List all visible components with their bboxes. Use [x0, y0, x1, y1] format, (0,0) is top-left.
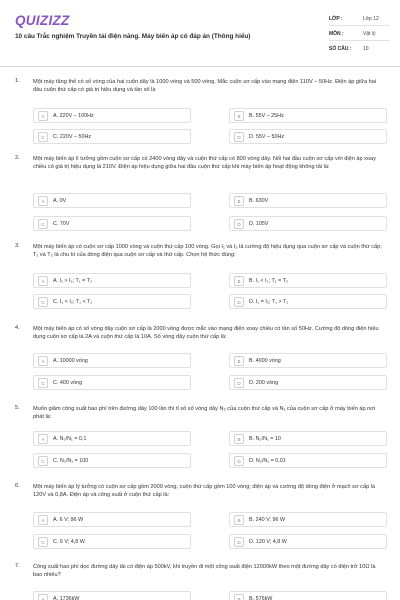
option-a[interactable] — [33, 273, 191, 288]
option-text: C. 6 V; 4,8 W — [53, 538, 85, 545]
option-c[interactable] — [33, 453, 191, 468]
option-letter: B — [234, 111, 244, 121]
option-text: D. I₁ = I₂; T₁ > T₂ — [249, 298, 289, 305]
option-letter: B — [234, 594, 244, 600]
option-a[interactable] — [33, 591, 191, 600]
option-letter: C — [38, 378, 48, 388]
option-b[interactable] — [229, 108, 387, 123]
question-text: Một máy biến áp lí tưởng gồm cuộn sơ cấp có 2400 vòng dây và cuộn thứ cấp có 800 vòng dây. Nối hai đầu cuộn sơ cấp với điện áp xoay chiều có giá trị hiệu dụng là 210V. Điện áp hiệu dụng giữa hai đầu cuộn thứ cấp khi máy biến áp hoạt động không tải là: — [33, 156, 376, 171]
option-c[interactable] — [33, 534, 191, 549]
meta-grade-label: LỚP : — [329, 16, 343, 22]
option-text: B. 4000 vòng — [249, 357, 281, 364]
option-d[interactable] — [229, 375, 387, 390]
option-text: D. 105V — [249, 220, 269, 227]
option-b[interactable] — [229, 591, 387, 600]
option-letter: B — [234, 434, 244, 444]
option-b[interactable] — [229, 353, 387, 368]
option-letter: A — [38, 594, 48, 600]
option-letter: B — [234, 356, 244, 366]
option-b[interactable] — [229, 193, 387, 208]
quizizz-logo: QUIZIZZ — [15, 13, 70, 28]
option-letter: C — [38, 537, 48, 547]
question-number: 1. — [15, 78, 20, 84]
option-text: B. I₁ < I₂; T₁ = T₂ — [249, 277, 289, 284]
option-letter: A — [38, 276, 48, 286]
option-d[interactable] — [229, 129, 387, 144]
option-text: C. N₂/N₁ = 100 — [53, 457, 89, 464]
option-letter: A — [38, 515, 48, 525]
option-letter: C — [38, 297, 48, 307]
option-c[interactable] — [33, 216, 191, 231]
option-letter: D — [234, 132, 244, 142]
meta-divider — [329, 25, 390, 26]
option-text: C. 220V – 50Hz — [53, 133, 92, 140]
option-letter: A — [38, 196, 48, 206]
meta-divider — [329, 40, 390, 41]
option-text: A. I₁ > I₂; T₁ = T₂ — [53, 277, 93, 284]
option-text: B. 576kW — [249, 595, 273, 600]
question-text: Một máy biến áp có số vòng dây cuộn sơ cấp là 2000 vòng được mắc vào mạng điện xoay chiều có tần số 50Hz. Cường độ dòng điện hiệu dụng cuộn sơ cấp là 2A và cuộn thứ cấp là 10A. Số vòng dây cuộn thứ cấp là: — [33, 326, 379, 341]
option-c[interactable] — [33, 375, 191, 390]
option-text: B. 630V — [249, 197, 269, 204]
option-text: B. N₂/N₁ = 10 — [249, 435, 281, 442]
option-b[interactable] — [229, 512, 387, 527]
option-text: C. 400 vòng — [53, 379, 83, 386]
option-letter: A — [38, 434, 48, 444]
option-a[interactable] — [33, 193, 191, 208]
option-a[interactable] — [33, 353, 191, 368]
option-letter: B — [234, 196, 244, 206]
option-text: D. 55V – 50Hz — [249, 133, 285, 140]
option-a[interactable] — [33, 431, 191, 446]
question-number: 7. — [15, 563, 20, 569]
option-text: D. N₂/N₁ = 0,01 — [249, 457, 286, 464]
option-text: C. 70V — [53, 220, 70, 227]
worksheet-title: 10 câu Trắc nghiệm Truyền tải điện năng. Máy biến áp có đáp án (Thông hiểu) — [15, 33, 251, 40]
option-c[interactable] — [33, 129, 191, 144]
option-text: A. 6 V; 96 W — [53, 516, 84, 523]
option-text: A. 10000 vòng — [53, 357, 88, 364]
option-letter: B — [234, 515, 244, 525]
option-a[interactable] — [33, 512, 191, 527]
option-letter: D — [234, 219, 244, 229]
option-letter: B — [234, 276, 244, 286]
option-d[interactable] — [229, 453, 387, 468]
option-text: C. I₁ < I₂; T₁ < T₂ — [53, 298, 93, 305]
question-text: Một máy tăng thế có số vòng của hai cuộn dây là 1000 vòng và 500 vòng. Mắc cuộn sơ cấp vào mạng điện 110V – 50Hz. Điện áp giữa hai đầu cuộn thứ cấp có giá trị hiệu dụng và tần số là — [33, 79, 377, 94]
meta-count-label: SỐ CÂU : — [329, 46, 352, 52]
meta-subject-label: MÔN : — [329, 31, 344, 37]
option-text: A. 1736kW — [53, 595, 80, 600]
option-a[interactable] — [33, 108, 191, 123]
question-number: 4. — [15, 325, 20, 331]
question-text: Công suất hao phí dọc đường dây tải có điện áp 500kV, khi truyền đi một công suất điện 12000kW theo một đường dây có điện trở 10Ω là bao nhiêu? — [33, 564, 376, 579]
option-letter: A — [38, 356, 48, 366]
option-letter: D — [234, 537, 244, 547]
option-d[interactable] — [229, 216, 387, 231]
option-text: B. 55V – 25Hz — [249, 112, 284, 119]
option-letter: C — [38, 132, 48, 142]
question-number: 2. — [15, 155, 20, 161]
option-text: A. N₂/N₁ = 0,1 — [53, 435, 87, 442]
question-number: 5. — [15, 405, 20, 411]
option-text: A. 220V – 100Hz — [53, 112, 94, 119]
option-letter: D — [234, 456, 244, 466]
meta-count-value: 10 — [363, 46, 369, 52]
option-text: D. 120 V; 4,8 W — [249, 538, 287, 545]
option-b[interactable] — [229, 273, 387, 288]
option-letter: D — [234, 378, 244, 388]
meta-subject-value: Vật lý — [363, 31, 376, 37]
header-divider — [0, 66, 400, 67]
option-text: A. 0V — [53, 197, 67, 204]
question-text: Một máy biến áp có cuộn sơ cấp 1000 vòng và cuộn thứ cấp 100 vòng. Gọi I₁ và I₂ là cường độ hiệu dụng qua cuộn sơ cấp và cuộn thứ cấp; T₁ và T₂ là chu kì của dòng điện qua cuộn sơ cấp và thứ cấp. Chọn hệ thức đúng: — [33, 244, 382, 259]
option-letter: C — [38, 456, 48, 466]
question-text: Muốn giảm công suất hao phí trên đường dây 100 lần thì tỉ số số vòng dây N₂ của cuộn thứ cấp và N₁ của cuộn sơ cấp ở máy biến áp nơi phát là: — [33, 406, 376, 421]
question-number: 3. — [15, 243, 20, 249]
option-letter: D — [234, 297, 244, 307]
option-letter: A — [38, 111, 48, 121]
option-letter: C — [38, 219, 48, 229]
worksheet-header — [0, 0, 400, 60]
option-c[interactable] — [33, 294, 191, 309]
question-text: Một máy biến áp lý tưởng có cuộn sơ cấp gồm 2000 vòng, cuộn thứ cấp gồm 100 vòng; điện áp và cường độ dòng điện ở mạch sơ cấp là 120V và 0,8A. Điện áp và công suất ở cuộn thứ cấp là: — [33, 484, 376, 499]
question-number: 6. — [15, 483, 20, 489]
meta-grade-value: Lớp 12 — [363, 16, 379, 22]
option-text: D. 200 vòng — [249, 379, 279, 386]
option-d[interactable] — [229, 534, 387, 549]
option-b[interactable] — [229, 431, 387, 446]
option-d[interactable] — [229, 294, 387, 309]
option-text: B. 240 V; 96 W — [249, 516, 286, 523]
